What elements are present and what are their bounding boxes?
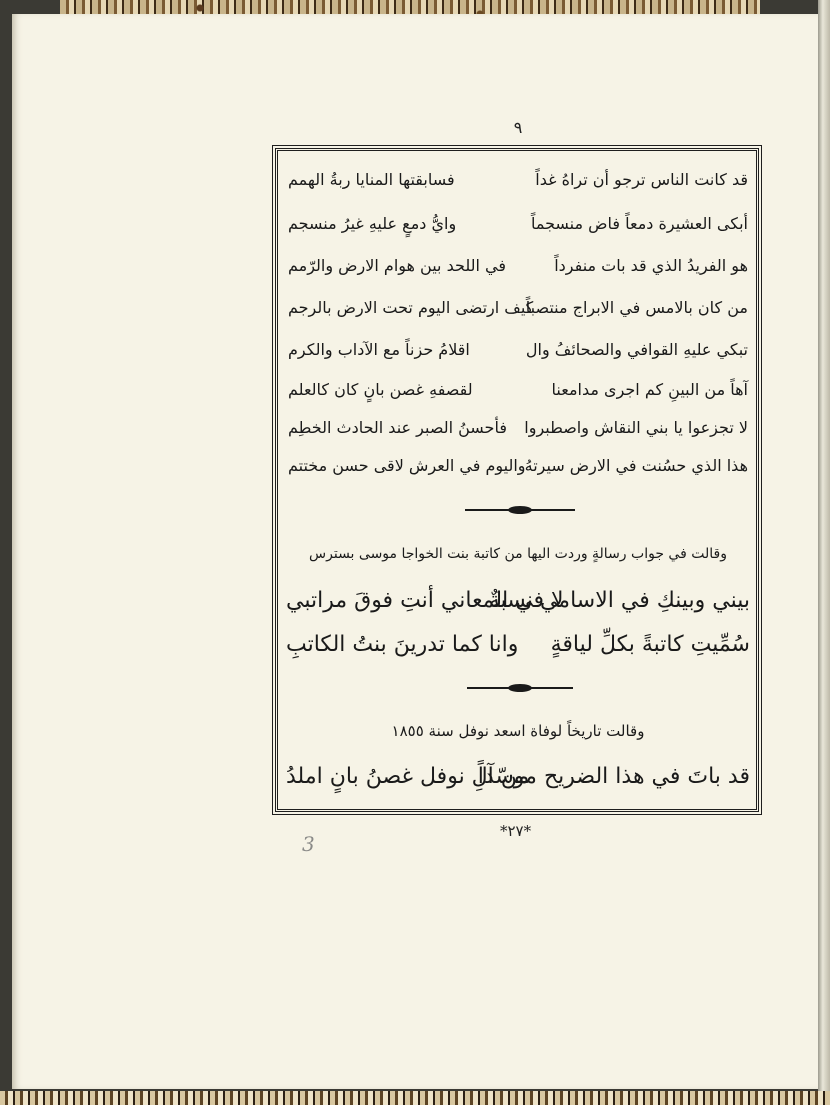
- page-edge: [818, 0, 830, 1105]
- verse-line: [288, 456, 748, 482]
- hemistich-left: واليوم في العرش لاقى حسن مختتم: [288, 456, 526, 475]
- hemistich-right: قد باتَ في هذا الضريح موسّداً: [477, 764, 750, 789]
- section-heading: وقالت في جواب رسالةٍ وردت اليها من كاتبة بنت الخواجا موسى بسترس: [309, 546, 727, 562]
- verse-line: [288, 256, 748, 282]
- hemistich-right: قد كانت الناس ترجو أن تراهُ غداً: [535, 170, 748, 189]
- verse-line: [286, 632, 750, 662]
- hemistich-left: وايُّ دمعٍ عليهِ غيرُ منسجم: [288, 214, 457, 233]
- hemistich-right: هذا الذي حسُنت في الارض سيرتهُ: [524, 456, 748, 475]
- hemistich-left: اقلامُ حزناً مع الآداب والكرم: [288, 340, 470, 359]
- hemistich-left: فسابقتها المنايا ربةُ الهمم: [288, 170, 455, 189]
- page-number-top: ٩: [513, 118, 523, 137]
- hemistich-right: هو الفريدُ الذي قد بات منفرداً: [554, 256, 748, 275]
- verse-line: [288, 418, 748, 444]
- pencil-annotation: 3: [302, 832, 315, 856]
- verse-line: [288, 340, 748, 366]
- hemistich-right: لا تجزعوا يا بني النقاش واصطبروا: [524, 418, 748, 437]
- hemistich-left: من آلِ نوفل غصنُ بانٍ املدُ: [286, 764, 530, 789]
- hemistich-right: بيني وبينكِ في الاسامي نسبةٌ: [488, 588, 750, 613]
- hemistich-left: لا في المعاني أنتِ فوقَ مراتبي: [286, 588, 564, 613]
- hemistich-left: فأحسنُ الصبر عند الحادث الخطِم: [288, 418, 507, 437]
- marbled-endpaper-bottom: [0, 1091, 830, 1105]
- hemistich-right: أبكى العشيرة دمعاً فاض منسجماً: [530, 214, 748, 233]
- hemistich-left: لقصفهِ غصن بانٍ كان كالعلم: [288, 380, 473, 399]
- hemistich-left: في اللحد بين هوام الارض والرّمم: [288, 256, 507, 275]
- section-heading: وقالت تاريخاً لوفاة اسعد نوفل سنة ١٨٥٥: [391, 722, 645, 740]
- verse-line: [288, 380, 748, 406]
- verse-line: [286, 764, 750, 794]
- verse-line: [288, 214, 748, 240]
- hemistich-right: سُمِّيتِ كاتبةً بكلِّ لياقةٍ: [550, 632, 750, 657]
- verse-line: [288, 170, 748, 196]
- ornamental-divider: [465, 505, 575, 515]
- page-number-bottom: *٢٧*: [500, 822, 532, 840]
- hemistich-left: وانا كما تدرينَ بنتُ الكاتبِ: [286, 632, 519, 657]
- ornamental-divider: [467, 683, 573, 693]
- hemistich-right: آهاً من البينِ كم اجرى مدامعنا: [551, 380, 748, 399]
- hemistich-right: من كان بالامس في الابراج منتصباً: [525, 298, 748, 317]
- verse-line: [286, 588, 750, 618]
- verse-line: [288, 298, 748, 324]
- hemistich-left: كيف ارتضى اليوم تحت الارض بالرجم: [288, 298, 534, 317]
- hemistich-right: تبكي عليهِ القوافي والصحائفُ وال: [525, 340, 748, 359]
